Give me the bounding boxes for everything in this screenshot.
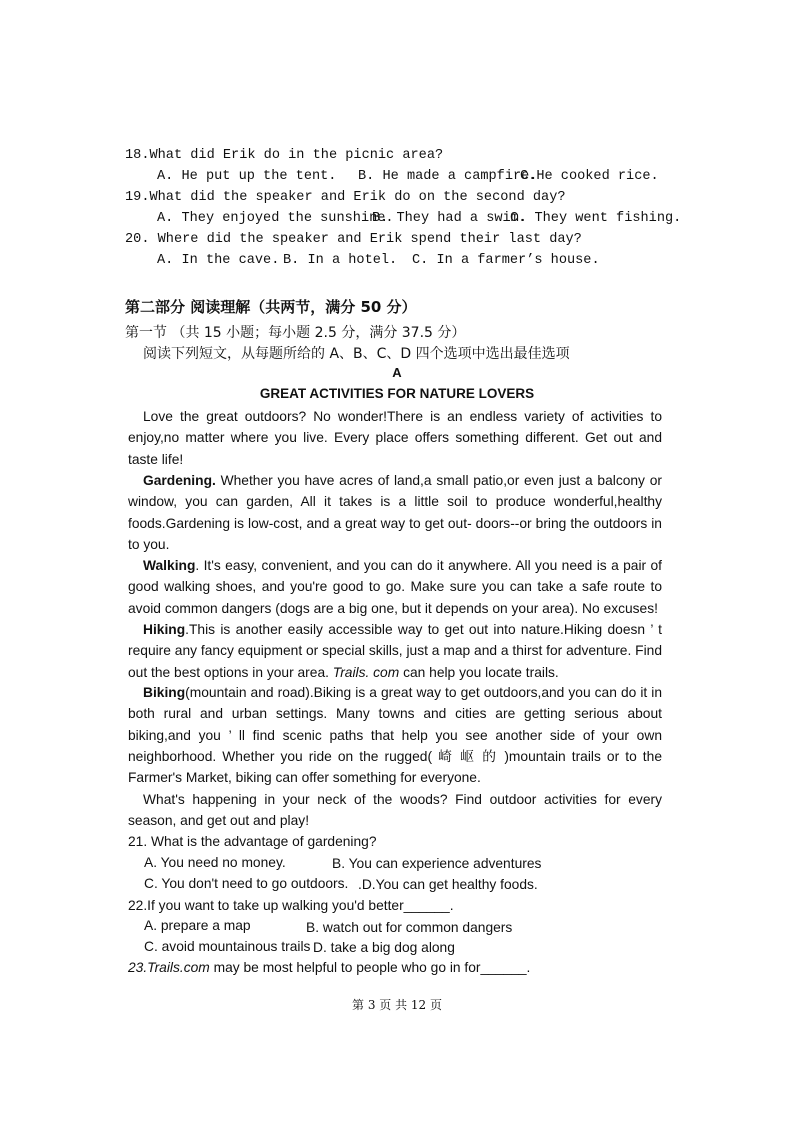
question-22-option-d: D. take a big dog along (313, 940, 455, 955)
question-22: 22.If you want to take up walking you'd better______. (128, 898, 454, 913)
paragraph-hiking (128, 619, 662, 683)
instruction: 阅读下列短文，从每题所给的 A、B、C、D 四个选项中选出最佳选项 (143, 346, 570, 362)
question-22-option-c: C. avoid mountainous trails (144, 939, 311, 954)
question-19-option-a: A. They enjoyed the sunshine. (157, 211, 394, 226)
part-title: 第二部分 阅读理解（共两节，满分 50 分） (125, 298, 417, 316)
walking-heading: Walking (143, 558, 196, 573)
passage-letter: A (392, 365, 402, 380)
question-19-option-c: C. They went fishing. (510, 211, 682, 226)
question-18-option-c: C.He cooked rice. (520, 169, 659, 184)
question-23-link: 23.Trails.com (128, 960, 210, 975)
hiking-text: .This is another easily accessible way to get out into nature.Hiking doesn ’ t require any fancy equipment or special skills, just a map and a thirst for adventure. Find out the best options in your area. (128, 622, 662, 680)
question-18-option-b: B. He made a campfire. (358, 169, 538, 184)
question-21-option-b: B. You can experience adventures (332, 856, 542, 871)
question-23 (128, 960, 530, 975)
question-19: 19.What did the speaker and Erik do on the second day? (125, 190, 566, 205)
question-19-option-b: B. They had a swim. (372, 211, 527, 226)
question-21-option-a: A. You need no money. (144, 855, 286, 870)
paragraph-biking (128, 682, 662, 788)
question-21-option-c: C. You don't need to go outdoors. (144, 876, 349, 891)
passage-intro: Love the great outdoors? No wonder!There is an endless variety of activities to enjoy,no matter where you live. Every place offers something different. Get out and taste life! (128, 409, 662, 467)
question-23-text: may be most helpful to people who go in for______. (209, 960, 531, 975)
hiking-tail: can help you locate trails. (399, 664, 559, 680)
question-20-option-b: B. In a hotel. (283, 253, 398, 268)
question-18: 18.What did Erik do in the picnic area? (125, 148, 444, 163)
question-21-option-d: .D.You can get healthy foods. (358, 877, 538, 892)
passage-closing: What's happening in your neck of the woods? Find outdoor activities for every season, and get out and play! (128, 792, 662, 829)
question-21: 21. What is the advantage of gardening? (128, 834, 377, 849)
question-20-option-a: A. In the cave. (157, 253, 280, 268)
biking-text: (mountain and road).Biking is a great way to get outdoors,and you can do it in both rural and urban settings. Many towns and cities are getting serious about biking,and you ’ ll find scenic paths that help you see another side of your own neighborhood. Whether you ride on the rugged( 崎 岖 的 )mountain trails or to the Farmer's Market, biking can offer something for everyone. (128, 685, 662, 786)
question-22-option-a: A. prepare a map (144, 918, 251, 933)
trails-link-text: Trails. com (332, 664, 400, 680)
sub-section-title: 第一节 （共 15 小题；每小题 2.5 分，满分 37.5 分） (125, 325, 466, 341)
question-22-option-b: B. watch out for common dangers (306, 920, 513, 935)
paragraph-walking (128, 555, 662, 619)
gardening-heading: Gardening. (143, 473, 216, 488)
biking-heading: Biking (143, 685, 186, 700)
question-18-option-a: A. He put up the tent. (157, 169, 337, 184)
page-footer: 第 3 页 共 12 页 (352, 998, 442, 1012)
question-20: 20. Where did the speaker and Erik spend their last day? (125, 232, 582, 247)
passage-title: GREAT ACTIVITIES FOR NATURE LOVERS (259, 386, 535, 401)
gardening-text: Whether you have acres of land,a small patio,or even just a balcony or window, you can garden, All it takes is a little soil to produce wonderful,healthy foods.Gardening is low-cost, and a great way to get out- doors--or bring the outdoors in to you. (128, 473, 662, 552)
question-20-option-c: C. In a farmer’s house. (412, 253, 600, 268)
hiking-heading: Hiking (143, 622, 186, 637)
paragraph-gardening (128, 470, 662, 555)
walking-text: . It's easy, convenient, and you can do it anywhere. All you need is a pair of good walking shoes, and you're good to go. Make sure you can take a safe route to avoid common dangers (dogs are a big one, but it depends on your area). No excuses! (128, 558, 662, 616)
